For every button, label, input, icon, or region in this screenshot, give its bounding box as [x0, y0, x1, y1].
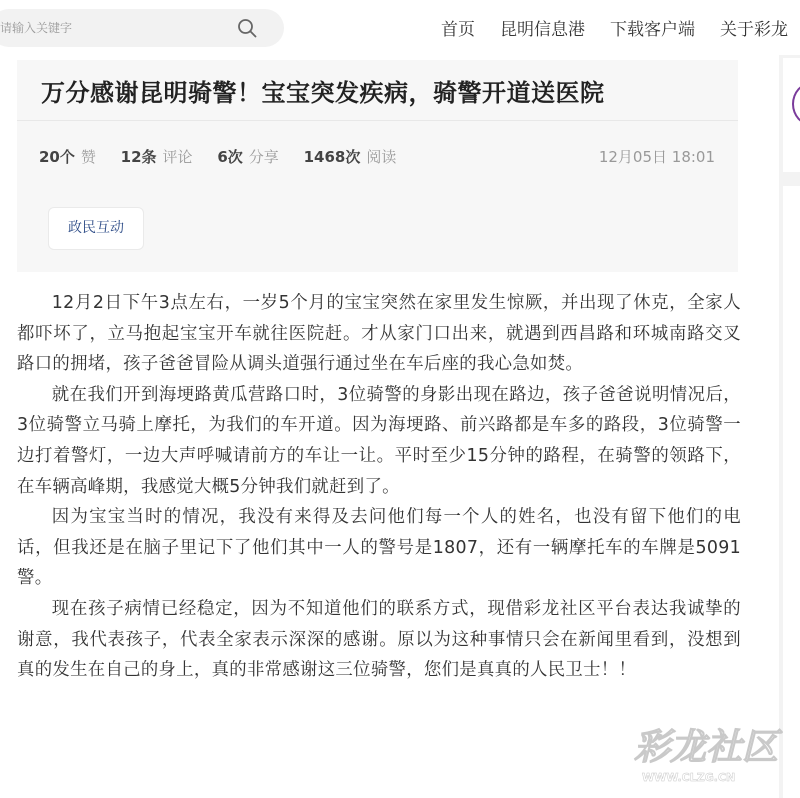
- article-stats: [39, 146, 416, 167]
- stat-value: 1468次: [303, 148, 361, 166]
- watermark-brand: 彩龙社区: [634, 727, 779, 768]
- paragraph: 就在我们开到海埂路黄瓜营路口时，3位骑警的身影出现在路边，孩子爸爸说明情况后，3位骑警立马骑上摩托，为我们的车开道。因为海埂路、前兴路都是车多的路段，3位骑警一边打着警灯，一边大声呼喊请前方的车让一让。平时至少15分钟的路程，在骑警的领路下，在车辆高峰期，我感觉大概5分钟我们就赶到了。: [17, 384, 741, 497]
- stat-label: 分享: [248, 148, 279, 166]
- article-body: [17, 288, 741, 686]
- article-header: [17, 60, 738, 272]
- article-title: 万分感谢昆明骑警！宝宝突发疾病，骑警开道送医院: [41, 79, 605, 107]
- paragraph: 因为宝宝当时的情况，我没有来得及去问他们每一个人的姓名，也没有留下他们的电话，但我还是在脑子里记下了他们其中一人的警号是1807，还有一辆摩托车的车牌是5091警。: [17, 507, 741, 589]
- stat-shares[interactable]: [217, 148, 278, 166]
- stat-label: 赞: [80, 148, 96, 166]
- stat-value: 12条: [120, 148, 157, 166]
- sidebar-panel: [783, 186, 800, 798]
- publish-date: 12月05日 18:01: [598, 148, 715, 166]
- divider: [17, 120, 738, 121]
- search-input[interactable]: [0, 9, 230, 47]
- stat-reads: [304, 148, 397, 166]
- stat-value: 6次: [217, 148, 243, 166]
- paragraph: 12月2日下午3点左右，一岁5个月的宝宝突然在家里发生惊厥，并出现了休克，全家人都吓坏了，立马抱起宝宝开车就往医院赶。才从家门口出来，就遇到西昌路和环城南路交叉路口的拥堵，孩子爸爸冒险从调头道强行通过坐在车后座的我心急如焚。: [17, 293, 741, 375]
- stat-likes[interactable]: [39, 148, 96, 166]
- stat-value: 20个: [39, 148, 75, 166]
- search-icon[interactable]: [237, 18, 257, 38]
- nav-home[interactable]: 首页: [441, 20, 475, 40]
- stat-label: 评论: [162, 148, 193, 166]
- main-nav: [416, 0, 788, 55]
- nav-kunming-info[interactable]: 昆明信息港: [500, 20, 585, 40]
- watermark-url: WWW.CLZG.CN: [642, 771, 736, 784]
- nav-about[interactable]: 关于彩龙: [720, 20, 788, 40]
- watermark-logo: [620, 715, 795, 790]
- stat-label: 阅读: [366, 148, 397, 166]
- stat-comments[interactable]: [121, 148, 193, 166]
- nav-download-client[interactable]: 下载客户端: [610, 20, 695, 40]
- category-tag[interactable]: 政民互动: [48, 207, 144, 250]
- search-box: [0, 9, 284, 47]
- paragraph: 现在孩子病情已经稳定，因为不知道他们的联系方式，现借彩龙社区平台表达我诚挚的谢意，我代表孩子，代表全家表示深深的感谢。原以为这种事情只会在新闻里看到，没想到真的发生在自己的身上，真的非常感谢这三位骑警，您们是真真的人民卫士！！: [17, 598, 741, 681]
- top-bar: [0, 0, 800, 55]
